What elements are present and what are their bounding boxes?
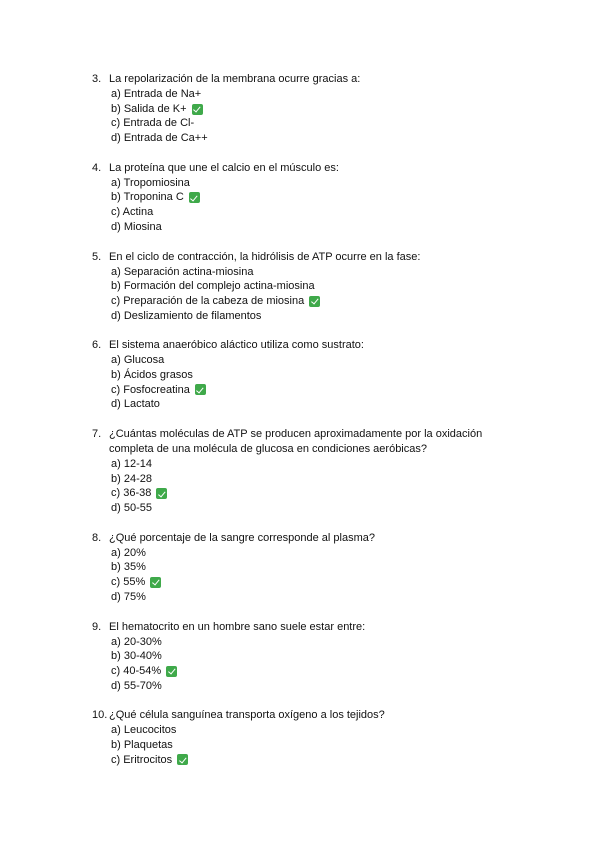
question-text: El sistema anaeróbico aláctico utiliza como sustrato: (109, 339, 364, 352)
option-b (111, 649, 600, 664)
question-10 (0, 708, 600, 767)
option-list (0, 353, 600, 412)
option-label: b) Plaquetas (111, 738, 173, 751)
option-b (111, 560, 600, 575)
option-a (111, 635, 600, 650)
question-6 (0, 338, 600, 412)
option-label: c) Eritrocitos (111, 753, 173, 766)
question-stem (0, 338, 600, 353)
question-8 (0, 531, 600, 605)
option-label: d) Lactato (111, 398, 160, 411)
question-text: La repolarización de la membrana ocurre gracias a: (109, 73, 361, 85)
question-text: ¿Qué célula sanguínea transporta oxígeno a los tejidos? (109, 709, 385, 722)
option-list (0, 457, 600, 516)
option-label: a) Tropomiosina (111, 176, 190, 189)
option-label: a) 20-30% (111, 635, 162, 648)
question-number: 9. (92, 620, 102, 633)
option-label: c) 55% (111, 576, 146, 589)
option-a (111, 723, 600, 738)
question-stem (0, 708, 600, 723)
check-mark-icon (192, 104, 203, 115)
option-d (111, 220, 600, 235)
question-5 (0, 250, 600, 324)
option-c (111, 294, 600, 309)
option-label: c) Entrada de Cl- (111, 117, 195, 130)
option-c (111, 575, 600, 590)
question-text: ¿Qué porcentaje de la sangre corresponde al plasma? (109, 531, 375, 544)
option-label: a) 20% (111, 546, 146, 559)
option-d (111, 131, 600, 146)
question-number: 5. (92, 250, 102, 263)
question-text: ¿Cuántas moléculas de ATP se producen aproximadamente por la oxidación completa de una molécula de glucosa en condiciones aeróbicas? (109, 428, 483, 455)
option-b (111, 279, 600, 294)
question-number: 3. (92, 73, 102, 85)
check-mark-icon (156, 488, 167, 499)
option-a (111, 457, 600, 472)
question-4 (0, 161, 600, 235)
question-text: En el ciclo de contracción, la hidrólisis de ATP ocurre en la fase: (109, 250, 421, 263)
option-label: b) Troponina C (111, 191, 184, 204)
option-d (111, 501, 600, 516)
question-number: 6. (92, 339, 102, 352)
option-label: d) Entrada de Ca++ (111, 132, 208, 145)
option-label: b) Formación del complejo actina-miosina (111, 280, 315, 293)
question-number: 7. (92, 428, 102, 440)
option-b (111, 368, 600, 383)
option-label: c) 36-38 (111, 487, 152, 500)
check-mark-icon (195, 384, 206, 395)
option-label: a) 12-14 (111, 458, 152, 470)
option-c (111, 205, 600, 220)
option-c (111, 753, 600, 768)
option-a (111, 265, 600, 280)
option-label: a) Glucosa (111, 354, 165, 367)
question-number: 10. (92, 709, 108, 722)
option-c (111, 116, 600, 131)
option-label: d) 75% (111, 590, 146, 603)
option-list (0, 723, 600, 767)
question-stem (0, 161, 600, 176)
option-a (111, 353, 600, 368)
option-a (111, 546, 600, 561)
option-list (0, 635, 600, 694)
option-label: b) 30-40% (111, 650, 162, 663)
option-label: c) 40-54% (111, 664, 162, 677)
check-mark-icon (150, 577, 161, 588)
question-stem (0, 531, 600, 546)
option-d (111, 679, 600, 694)
option-c (111, 383, 600, 398)
option-label: b) 24-28 (111, 472, 152, 485)
check-mark-icon (177, 754, 188, 765)
option-b (111, 738, 600, 753)
option-d (111, 397, 600, 412)
question-7 (0, 427, 600, 516)
question-stem (0, 620, 600, 635)
option-d (111, 309, 600, 324)
check-mark-icon (189, 192, 200, 203)
option-c (111, 486, 600, 501)
option-b (111, 190, 600, 205)
option-list (0, 265, 600, 324)
option-label: d) Deslizamiento de filamentos (111, 309, 262, 322)
question-9 (0, 620, 600, 694)
question-stem (0, 427, 600, 457)
question-3 (0, 72, 600, 146)
check-mark-icon (166, 666, 177, 677)
option-label: a) Separación actina-miosina (111, 265, 254, 278)
option-label: a) Leucocitos (111, 724, 177, 737)
option-d (111, 590, 600, 605)
quiz-page (0, 72, 600, 782)
option-b (111, 472, 600, 487)
option-a (111, 176, 600, 191)
option-label: d) Miosina (111, 220, 162, 233)
option-list (0, 176, 600, 235)
option-list (0, 546, 600, 605)
option-label: c) Fosfocreatina (111, 383, 190, 396)
check-mark-icon (309, 296, 320, 307)
question-stem (0, 72, 600, 87)
option-label: c) Preparación de la cabeza de miosina (111, 294, 305, 307)
option-b (111, 102, 600, 117)
option-label: d) 50-55 (111, 502, 152, 515)
option-label: d) 55-70% (111, 679, 162, 692)
option-label: a) Entrada de Na+ (111, 88, 202, 100)
option-list (0, 87, 600, 146)
question-text: La proteína que une el calcio en el músculo es: (109, 161, 339, 174)
option-label: b) Salida de K+ (111, 102, 187, 115)
option-label: b) 35% (111, 561, 146, 574)
question-number: 8. (92, 531, 102, 544)
option-c (111, 664, 600, 679)
option-label: c) Actina (111, 206, 154, 219)
question-text: El hematocrito en un hombre sano suele estar entre: (109, 620, 366, 633)
option-label: b) Ácidos grasos (111, 368, 193, 381)
question-stem (0, 250, 600, 265)
question-number: 4. (92, 161, 102, 174)
option-a (111, 87, 600, 102)
